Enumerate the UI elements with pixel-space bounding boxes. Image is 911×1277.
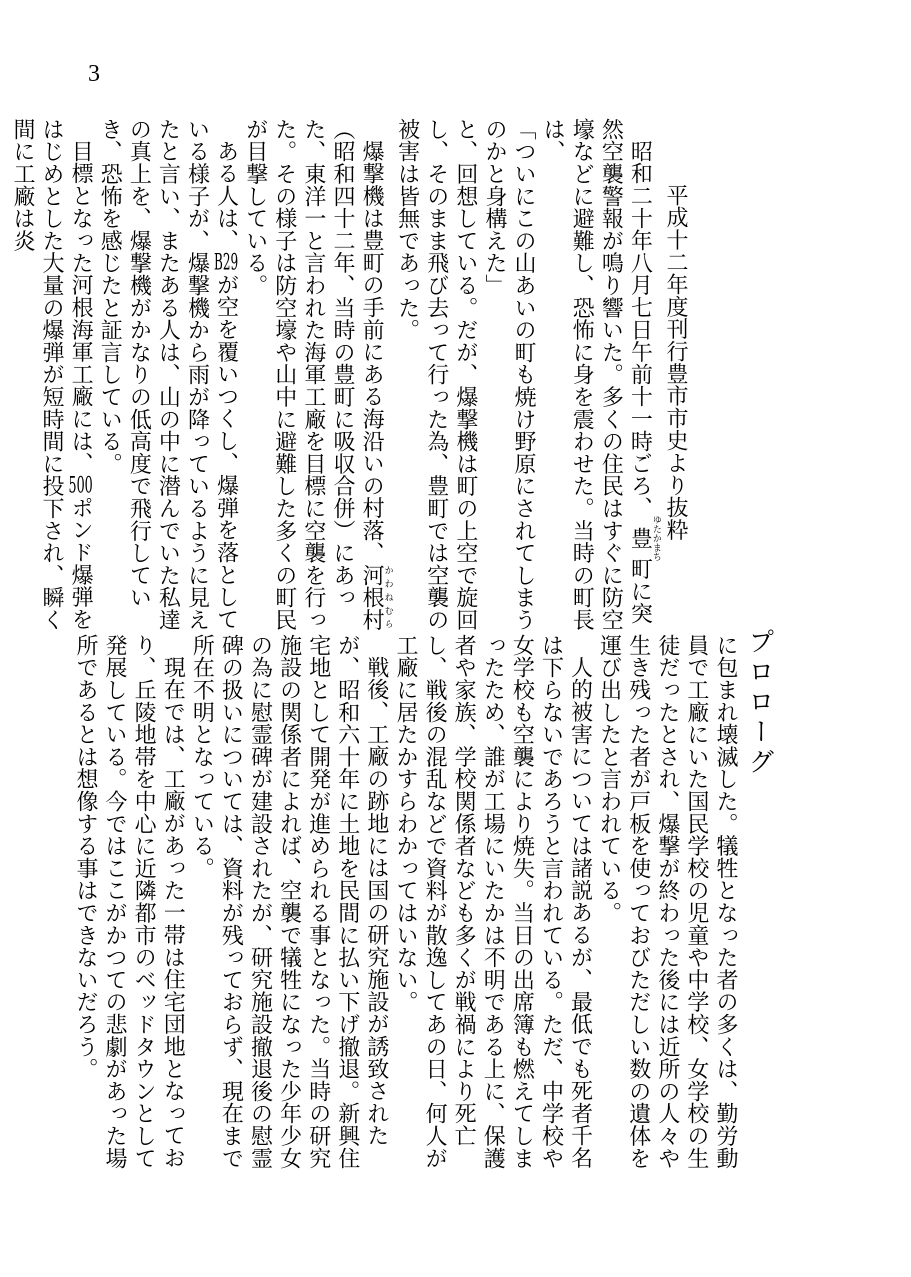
paragraph: 現在では、工廠があった一帯は住宅団地となっており、丘陵地帯を中心に近隣都市のベッドタウンとして発展している。今ではここがかつての悲劇があった場所であるとは想像する事はできないだろう。 — [72, 634, 186, 1170]
paragraph: 目標となった河根海軍工廠には、500ポンド爆弾をはじめとした大量の爆弾が短時間に投下され、瞬く間に工廠は炎 — [9, 118, 94, 631]
paragraph: 戦後、工廠の跡地には国の研究施設が誘致されたが、昭和六十年に土地を民間に払い下げ撤退。新興住宅地として開発が進められる事となった。当時の研究施設の関係者によれば、空襲で犠牲になった少年少女の為に慰霊碑が建設されたが、研究施設撤退後の慰霊碑の扱いについては、資料が残っておらず、現在まで所在不明となっている。 — [189, 634, 389, 1170]
page-title: プロローグ — [744, 628, 774, 778]
paragraph: に包まれ壊滅した。犠牲となった者の多くは、勤労動員で工廠にいた国民学校の児童や中学校、女学校の生徒だったとされ、爆撃が終わった後には近所の人々や生き残った者が戸板を使っておびただしい数の遺体を運び出したと言われている。 — [596, 634, 738, 1170]
paragraph: 昭和二十年八月七日午前十一時ごろ、豊ゆたかまち町に突然空襲警報が鳴り響いた。多くの住民はすぐに防空壕などに避難し、恐怖に身を震わせた。当時の町長は、 — [540, 118, 661, 631]
paragraph: 人的被害については諸説あるが、最低でも死者千名は下らないであろうと言われている。ただ、中学校や女学校も空襲により焼失。当日の出席簿も燃えてしまったため、誰が工場にいたかは不明である上に、保護者や家族、学校関係者なども多くが戦禍により死亡し、戦後の混乱などで資料が散逸してあの日、何人が工廠に居たかすらわかってはいない。 — [392, 634, 593, 1170]
body-text-bottom — [72, 634, 740, 1174]
paragraph: と、回想している。だが、爆撃機は町の上空で旋回し、そのまま飛び去って行った為、豊町では空襲の被害は皆無であった。 — [394, 118, 478, 631]
source-note: 平成十二年度刊行豊市市史より抜粋 — [663, 184, 688, 541]
paragraph: 爆撃機は豊町の手前にある海沿いの村落、河根村かわねむら（昭和四十二年、当時の豊町に吸収合併）にあった、東洋一と言われた海軍工廠を目標に空襲を行った。その様子は防空壕や山中に避難した多くの町民が目撃している。 — [242, 118, 393, 631]
body-text-top — [9, 118, 690, 646]
page-number: 3 — [88, 61, 100, 87]
paragraph: ある人は、B29が空を覆いつくし、爆弾を落としている様子が、爆撃機から雨が降っているように見えたと言い、またある人は、山の中に潜んでいた私達の真上を、爆撃機がかなりの低高度で飛行していき、恐怖を感じたと証言している。 — [97, 118, 239, 631]
quote: 「ついにこの山あいの町も焼け野原にされてしまうのかと身構えた」 — [481, 118, 537, 631]
